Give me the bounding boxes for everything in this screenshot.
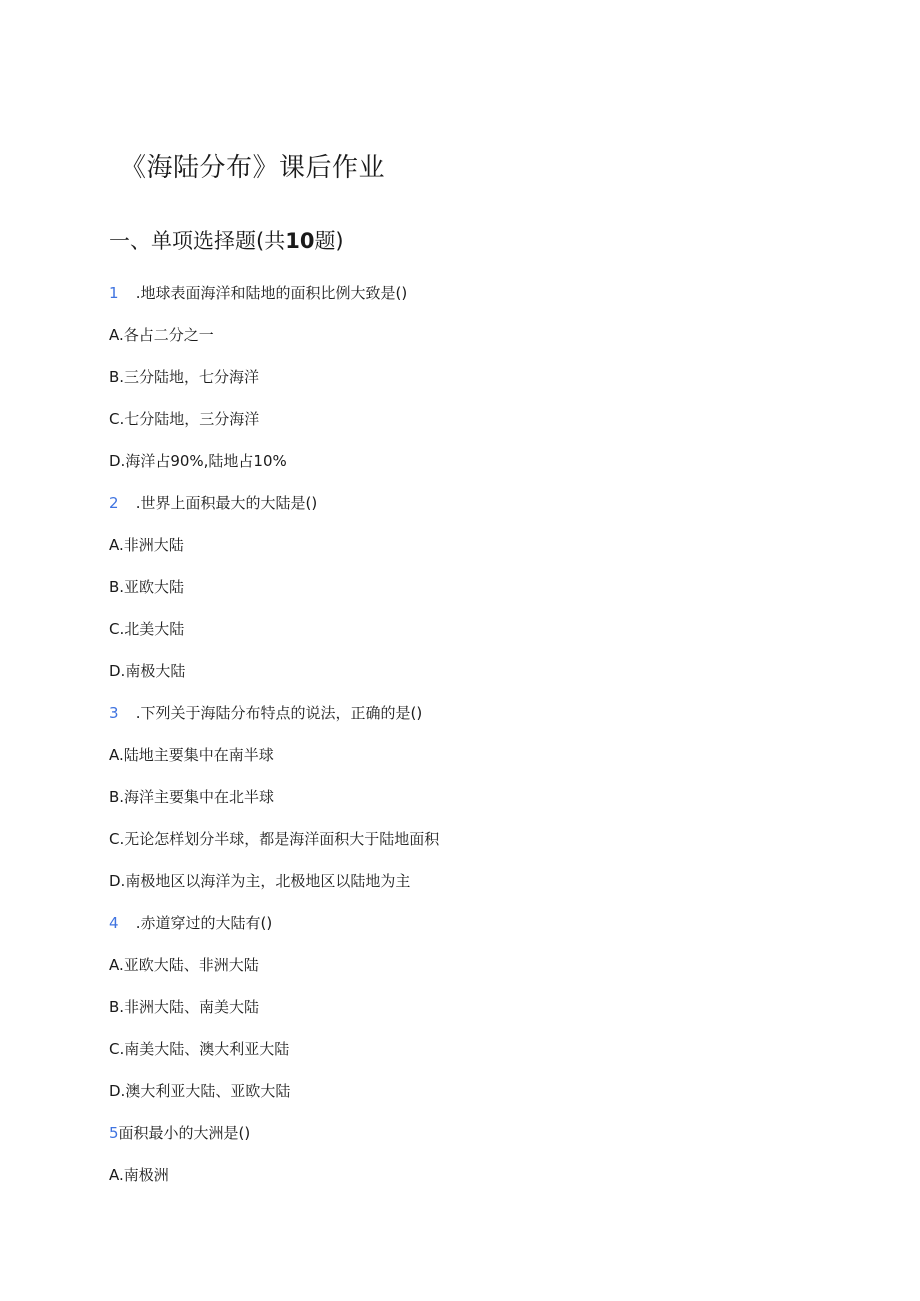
- question-stem: [109, 912, 869, 954]
- question-number: 3: [109, 704, 119, 722]
- question-number: 2: [109, 494, 119, 512]
- answer-option: C.南美大陆、澳大利亚大陆: [109, 1040, 290, 1058]
- answer-option: D.南极地区以海洋为主，北极地区以陆地为主: [109, 872, 411, 890]
- answer-option: C.七分陆地，三分海洋: [109, 410, 260, 428]
- question-list: [109, 282, 869, 1206]
- question-number: 1: [109, 284, 119, 302]
- answer-option: A.陆地主要集中在南半球: [109, 746, 274, 764]
- question-text: 面积最小的大洲是(): [118, 1124, 251, 1142]
- question-text: .世界上面积最大的大陆是(): [131, 494, 318, 512]
- question-text: .下列关于海陆分布特点的说法，正确的是(): [131, 704, 423, 722]
- question-stem: [109, 282, 869, 324]
- answer-option: C.北美大陆: [109, 620, 185, 638]
- question-stem: [109, 1122, 869, 1164]
- question-number: 4: [109, 914, 119, 932]
- section-heading-suffix: 题): [314, 229, 344, 253]
- answer-option: A.非洲大陆: [109, 536, 184, 554]
- answer-option: B.亚欧大陆: [109, 578, 185, 596]
- answer-option: D.南极大陆: [109, 662, 186, 680]
- document-title: 《海陆分布》课后作业: [120, 153, 386, 183]
- question-number: 5: [109, 1124, 119, 1142]
- answer-option: A.南极洲: [109, 1166, 169, 1184]
- answer-option: B.三分陆地，七分海洋: [109, 368, 260, 386]
- question-count: 10: [285, 229, 315, 253]
- answer-option: A.亚欧大陆、非洲大陆: [109, 956, 259, 974]
- section-heading-prefix: 一、单项选择题(共: [109, 229, 286, 253]
- answer-option: D.海洋占90%,陆地占10%: [109, 452, 287, 470]
- question-stem: [109, 492, 869, 534]
- section-heading: [109, 226, 344, 256]
- answer-option: C.无论怎样划分半球，都是海洋面积大于陆地面积: [109, 830, 440, 848]
- answer-option: B.海洋主要集中在北半球: [109, 788, 275, 806]
- answer-option: A.各占二分之一: [109, 326, 214, 344]
- question-text: .地球表面海洋和陆地的面积比例大致是(): [131, 284, 408, 302]
- question-text: .赤道穿过的大陆有(): [131, 914, 273, 932]
- question-stem: [109, 702, 869, 744]
- answer-option: D.澳大利亚大陆、亚欧大陆: [109, 1082, 291, 1100]
- answer-option: B.非洲大陆、南美大陆: [109, 998, 260, 1016]
